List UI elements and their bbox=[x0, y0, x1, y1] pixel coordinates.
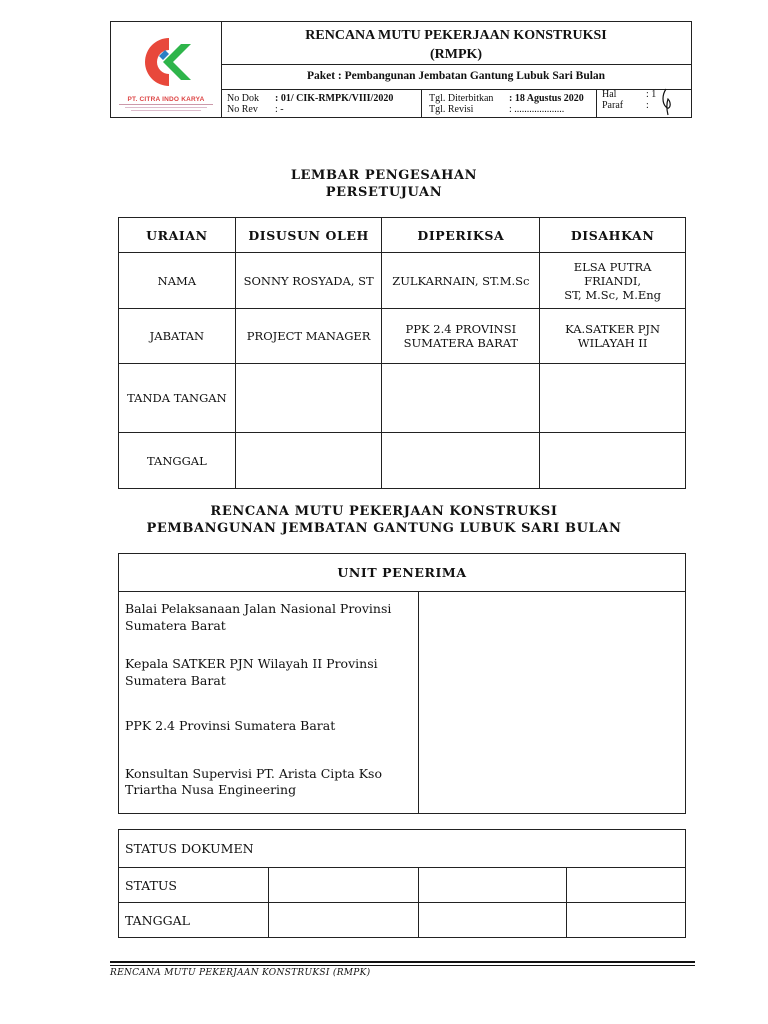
recipient-item bbox=[125, 718, 412, 735]
row-label: TANGGAL bbox=[119, 433, 236, 489]
no-dok-label: No Dok bbox=[227, 93, 259, 104]
distribution-title-line2: PEMBANGUNAN JEMBATAN GANTUNG LUBUK SARI BULAN bbox=[146, 521, 622, 536]
table-row bbox=[119, 433, 686, 489]
paket-label: Paket : Pembangunan Jembatan Gantung Lubuk Sari Bulan bbox=[221, 65, 691, 90]
recipient-line: Balai Pelaksanaan Jalan Nasional Provinsi bbox=[125, 601, 392, 616]
signature-cell bbox=[540, 364, 686, 433]
signature-cell bbox=[235, 364, 382, 433]
footer-rule bbox=[110, 965, 695, 966]
table-cell bbox=[567, 868, 686, 903]
recipient-line: Sumatera Barat bbox=[125, 672, 226, 688]
column-header: DISAHKAN bbox=[540, 218, 686, 253]
table-row bbox=[119, 868, 686, 903]
approval-table bbox=[118, 217, 686, 489]
table-row bbox=[119, 253, 686, 309]
recipient-item bbox=[125, 601, 412, 634]
footer-rule bbox=[110, 961, 695, 963]
tgl-revisi-value: : .................... bbox=[509, 104, 565, 115]
document-title-line1: RENCANA MUTU PEKERJAAN KONSTRUKSI bbox=[305, 28, 607, 43]
table-row bbox=[119, 592, 686, 814]
footer-text: RENCANA MUTU PEKERJAAN KONSTRUKSI (RMPK) bbox=[110, 968, 371, 978]
approval-title-line2: PERSETUJUAN bbox=[325, 185, 443, 200]
doc-number-cell bbox=[221, 89, 422, 117]
date-cell bbox=[382, 433, 540, 489]
row-label: STATUS bbox=[119, 868, 269, 903]
company-address-line bbox=[125, 107, 207, 108]
no-rev-value: : - bbox=[275, 104, 284, 115]
cell-line: ST, M.Sc, M.Eng bbox=[564, 287, 662, 302]
column-header: DISUSUN OLEH bbox=[235, 218, 382, 253]
table-cell bbox=[418, 903, 567, 938]
recipient-line: Konsultan Supervisi PT. Arista Cipta Kso bbox=[125, 765, 382, 781]
tgl-terbit-label: Tgl. Diterbitkan bbox=[429, 93, 494, 104]
cell-line: ELSA PUTRA FRIANDI, bbox=[573, 259, 652, 288]
tgl-revisi-label: Tgl. Revisi bbox=[429, 104, 474, 115]
hal-value: : 1 bbox=[646, 89, 657, 100]
date-cell bbox=[235, 433, 382, 489]
document-title-line2: (RMPK) bbox=[429, 47, 483, 62]
document-title bbox=[221, 22, 691, 65]
row-label: TANDA TANGAN bbox=[119, 364, 236, 433]
cell-line: WILAYAH II bbox=[577, 336, 648, 350]
no-dok-value: : 01/ CIK-RMPK/VIII/2020 bbox=[275, 93, 394, 104]
cell-line: KA.SATKER PJN bbox=[565, 322, 661, 336]
row-label: NAMA bbox=[119, 253, 236, 309]
tgl-terbit-value: : 18 Agustus 2020 bbox=[509, 93, 584, 104]
table-cell bbox=[540, 253, 686, 309]
paraf-value: : bbox=[646, 100, 649, 111]
recipient-line: Sumatera Barat bbox=[125, 617, 226, 633]
table-header-row bbox=[119, 218, 686, 253]
company-address-line bbox=[119, 104, 213, 105]
paraf-label: Paraf bbox=[602, 100, 624, 111]
row-label: TANGGAL bbox=[119, 903, 269, 938]
date-cell bbox=[540, 433, 686, 489]
recipient-line: PPK 2.4 Provinsi Sumatera Barat bbox=[125, 718, 336, 733]
document-header bbox=[110, 21, 692, 118]
status-dokumen-header: STATUS DOKUMEN bbox=[119, 830, 686, 868]
table-cell: PROJECT MANAGER bbox=[235, 309, 382, 364]
recipient-blank-cell bbox=[418, 592, 685, 814]
distribution-title bbox=[0, 503, 768, 537]
recipient-line: Triartha Nusa Engineering bbox=[125, 782, 297, 797]
signature-cell bbox=[382, 364, 540, 433]
cell-line: PPK 2.4 PROVINSI bbox=[405, 322, 517, 336]
company-logo-icon bbox=[139, 34, 195, 92]
company-logo bbox=[111, 22, 222, 117]
hal-label: Hal bbox=[602, 89, 617, 100]
table-row bbox=[119, 903, 686, 938]
unit-penerima-header: UNIT PENERIMA bbox=[119, 554, 686, 592]
table-cell bbox=[382, 309, 540, 364]
table-cell: SONNY ROSYADA, ST bbox=[235, 253, 382, 309]
approval-title bbox=[0, 167, 768, 201]
table-row bbox=[119, 364, 686, 433]
status-table bbox=[118, 829, 686, 938]
document-meta bbox=[221, 89, 691, 117]
column-header: DIPERIKSA bbox=[382, 218, 540, 253]
recipient-line: Kepala SATKER PJN Wilayah II Provinsi bbox=[125, 656, 378, 671]
table-cell bbox=[540, 309, 686, 364]
company-name: PT. CITRA INDO KARYA bbox=[127, 96, 205, 103]
recipient-list bbox=[119, 592, 419, 814]
table-row bbox=[119, 830, 686, 868]
table-cell bbox=[567, 903, 686, 938]
table-row bbox=[119, 309, 686, 364]
recipient-item bbox=[125, 656, 412, 689]
approval-title-line1: LEMBAR PENGESAHAN bbox=[290, 168, 478, 183]
table-cell bbox=[268, 868, 418, 903]
table-header-row bbox=[119, 554, 686, 592]
no-rev-label: No Rev bbox=[227, 104, 258, 115]
table-cell bbox=[418, 868, 567, 903]
paraf-signature-icon bbox=[660, 87, 676, 117]
row-label: JABATAN bbox=[119, 309, 236, 364]
company-address-line bbox=[131, 110, 201, 111]
recipient-item bbox=[125, 766, 412, 799]
page-paraf-cell bbox=[596, 89, 691, 117]
distribution-title-line1: RENCANA MUTU PEKERJAAN KONSTRUKSI bbox=[210, 504, 558, 519]
doc-date-cell bbox=[421, 89, 597, 117]
cell-line: SUMATERA BARAT bbox=[403, 336, 519, 350]
table-cell bbox=[268, 903, 418, 938]
table-cell: ZULKARNAIN, ST.M.Sc bbox=[382, 253, 540, 309]
recipient-table bbox=[118, 553, 686, 814]
column-header: URAIAN bbox=[119, 218, 236, 253]
